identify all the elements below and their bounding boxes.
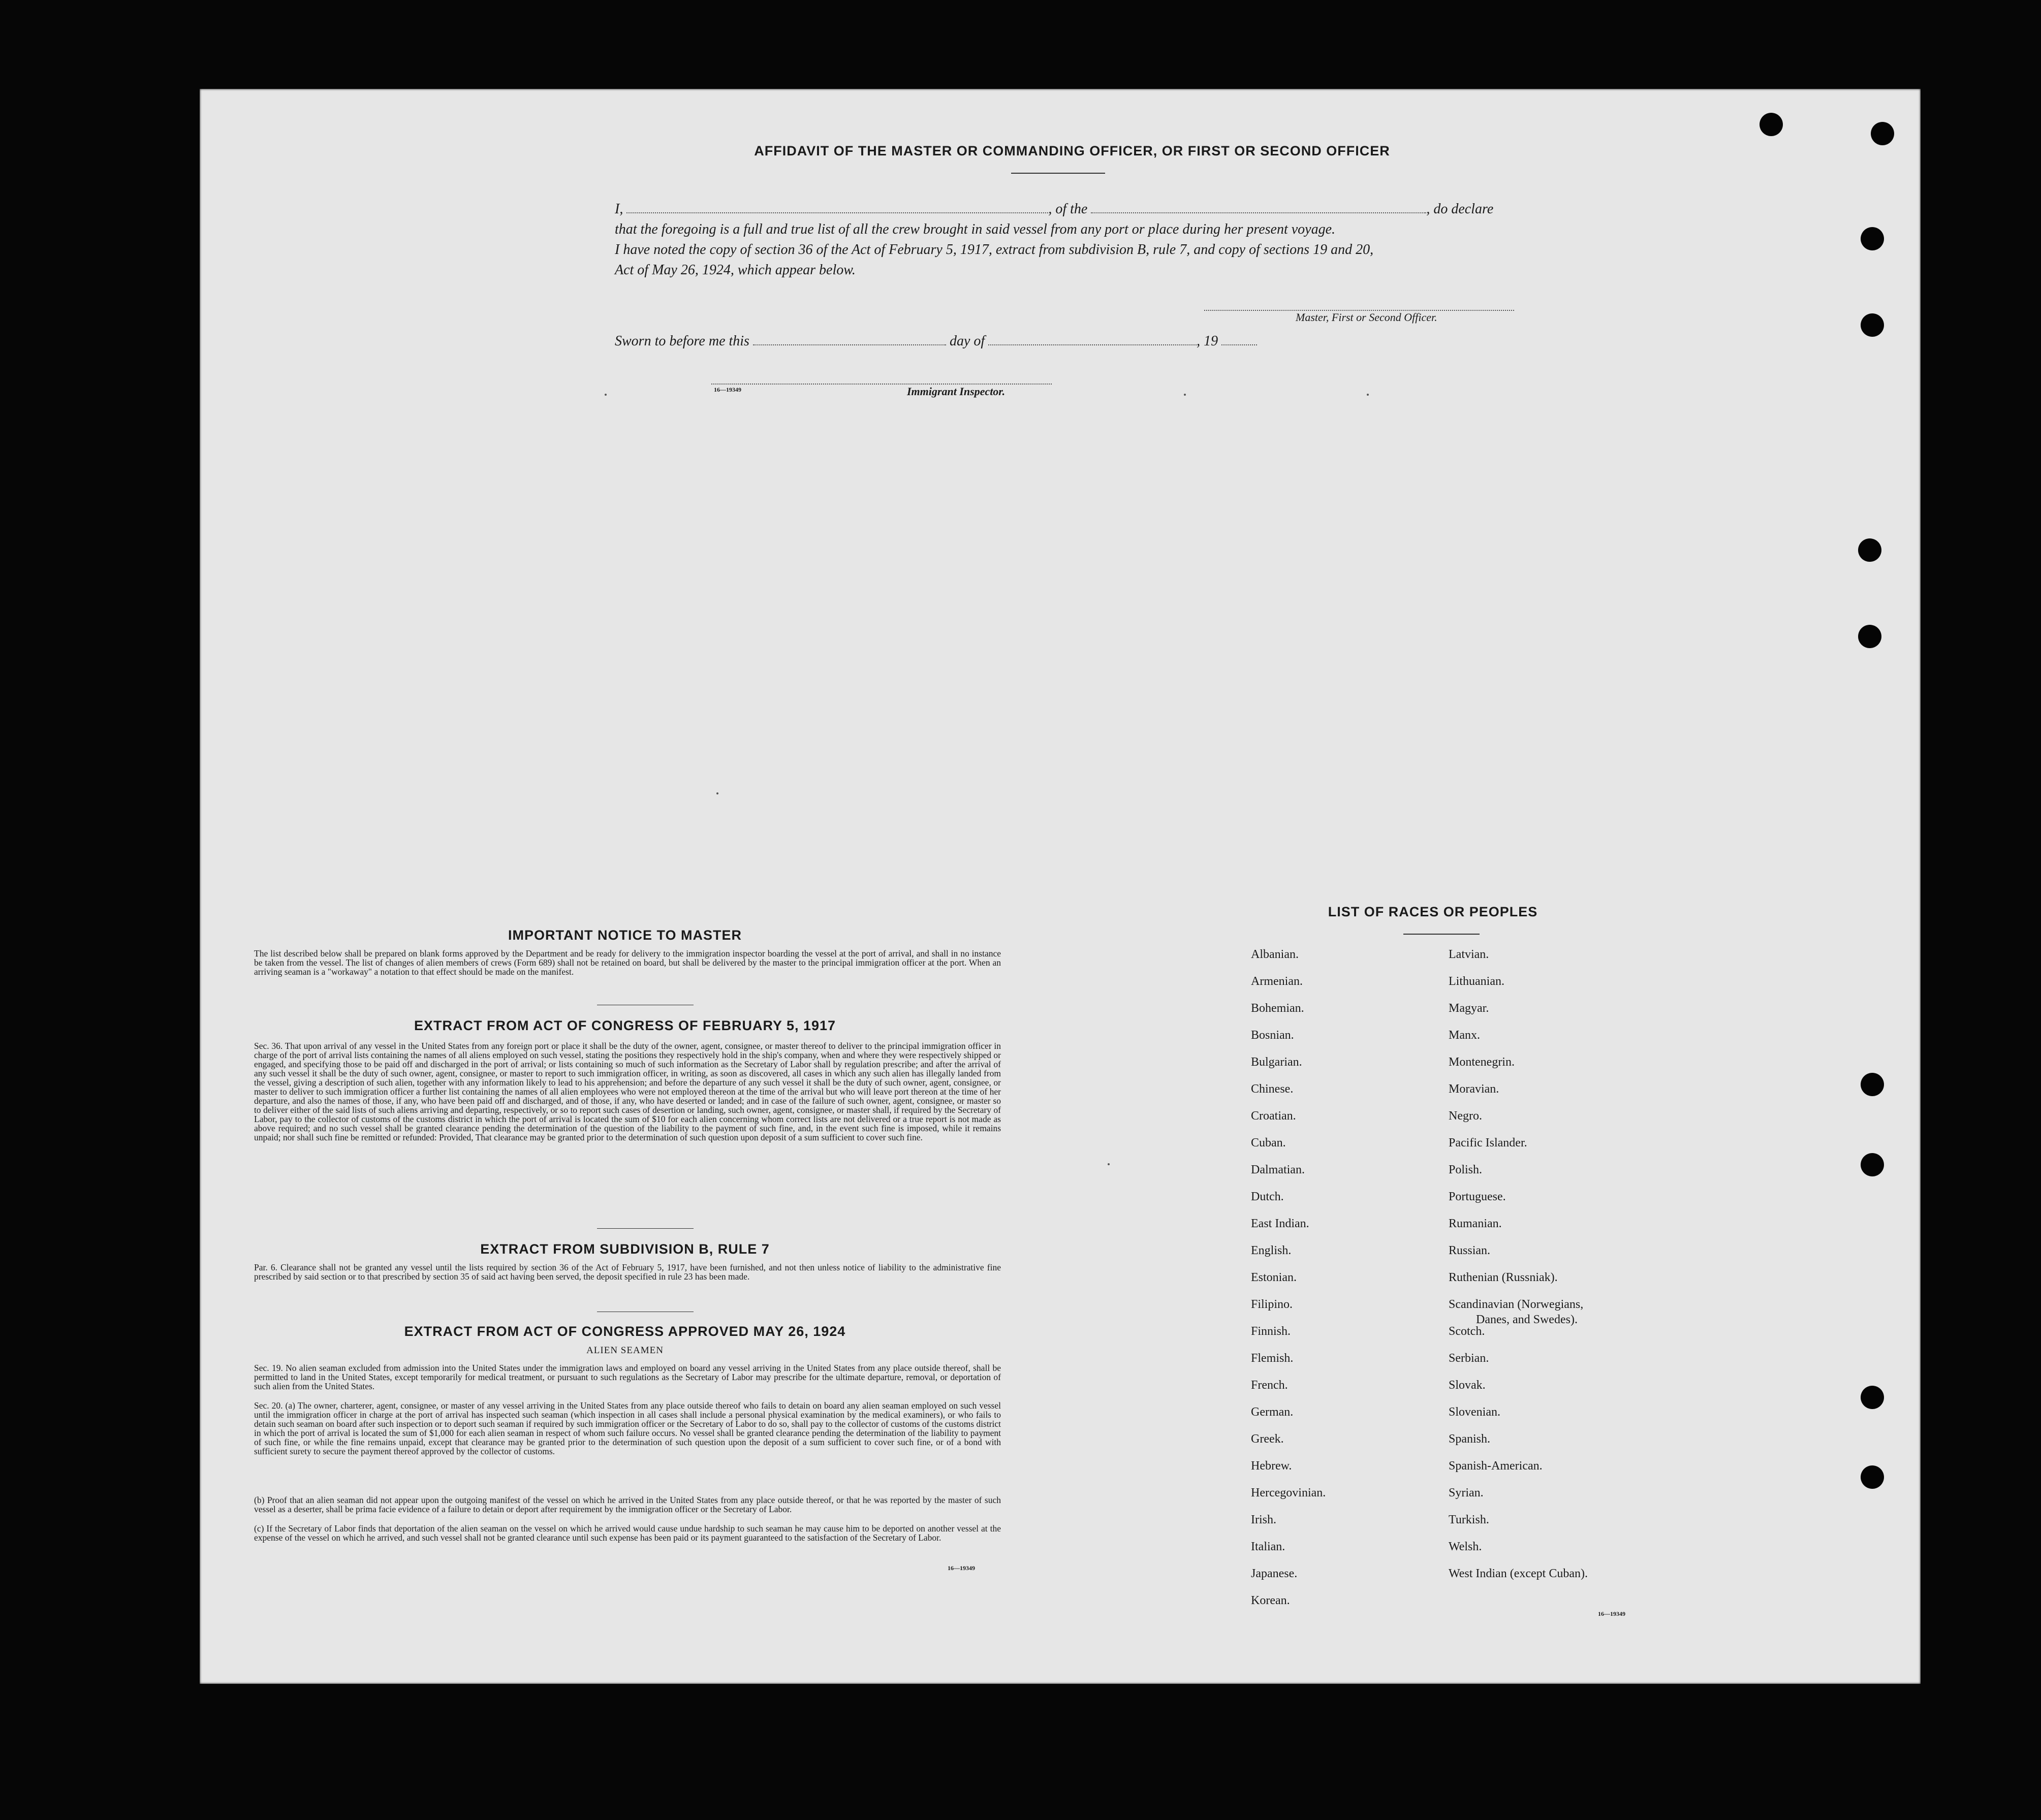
form-number: 16—19349 (1598, 1610, 1625, 1617)
year-label: , 19 (1197, 333, 1218, 349)
form-number: 16—19349 (714, 386, 741, 393)
race-item: English. (1251, 1244, 1292, 1257)
race-item: Moravian. (1449, 1082, 1499, 1096)
race-item: Spanish. (1449, 1432, 1491, 1446)
vessel-name-field[interactable] (1091, 202, 1426, 213)
do-declare-label: , do declare (1426, 201, 1494, 217)
officer-signature-label: Master, First or Second Officer. (1296, 311, 1437, 324)
sec20c-text: (c) If the Secretary of Labor finds that deportation of the alien seaman on the vessel on which he arrived would cause undue hardship to such seaman he may cause him to be deported on another vessel at the expense of the vessel on which he arrived, and such vessel shall not be granted clearance until such expense has been paid or its payment guaranteed to the satisfaction of the Secretary of Labor. (254, 1523, 1001, 1543)
inspector-label: Immigrant Inspector. (907, 385, 1006, 398)
extract-1924-heading: EXTRACT FROM ACT OF CONGRESS APPROVED MAY 26, 1924 (404, 1324, 846, 1339)
race-item: Croatian. (1251, 1109, 1296, 1123)
race-item: Pacific Islander. (1449, 1136, 1527, 1150)
speck (1367, 394, 1369, 396)
extract-1917-text: Sec. 36. That upon arrival of any vessel in the United States from any foreign port or place it shall be the duty of the owner, agent, consignee, or master thereof to deliver to the principal immigration officer in charge of the port of arrival lists containing the names of all aliens employed on such vessel, stating the positions they respectively hold in the ship's company, when and where they were respectively shipped or engaged, and specifying those to be paid off and discharged in the port of arrival; or lists containing so much of such information as the Secretary of Labor shall by regulation prescribe; and after the arrival of any such vessel it shall be the duty of such owner, agent, consignee, or master to report to such immigration officer, in writing, as soon as discovered, all cases in which any such alien has illegally landed from the vessel, giving a description of such alien, together with any information likely to lead to his apprehension; and before the departure of any such vessel it shall be the duty of such owner, agent, consignee, or master to deliver to such immigration officer a further list containing the names of all alien employees who were not employed thereon at the time of the arrival but who will leave port thereon at the time of her departure, and also the names of those, if any, who have been paid off and discharged, and of those, if any, who have deserted or landed; and in case of the failure of such owner, agent, consignee, or master so to deliver either of the said lists of such aliens arriving and departing, respectively, or so to report such cases of desertion or landing, such owner, agent, consignee, or master shall, if required by the Secretary of Labor, pay to the collector of customs of the customs district in which the port of arrival is located the sum of $10 for each alien concerning whom correct lists are not delivered or a true report is not made as above required; and no such vessel shall be granted clearance pending the determination of the question of the liability to the payment of such fine, and, in the event such fine is imposed, while it remains unpaid; nor shall such fine be remitted or refunded: Provided, That clearance may be granted prior to the determination of such question upon deposit of a sum sufficient to cover such fine. (254, 1041, 1001, 1142)
notice-heading: IMPORTANT NOTICE TO MASTER (508, 928, 742, 943)
race-item: Montenegrin. (1449, 1056, 1515, 1069)
race-item: Japanese. (1251, 1567, 1298, 1580)
race-item: West Indian (except Cuban). (1449, 1567, 1588, 1580)
alien-seamen-subheading: ALIEN SEAMEN (586, 1345, 664, 1356)
race-item: Albanian. (1251, 948, 1299, 961)
race-item: Russian. (1449, 1244, 1491, 1257)
sworn-month-field[interactable] (988, 334, 1197, 345)
rule7-text: Par. 6. Clearance shall not be granted any vessel until the lists required by section 36 of the Act of February 5, 1917, have been furnished, and not then unless notice of liability to the administrative fine prescribed by said section or to that prescribed by section 35 of said act having been served, the deposit specified in rule 23 has been made. (254, 1262, 1001, 1282)
extract-1917-heading: EXTRACT FROM ACT OF CONGRESS OF FEBRUARY 5, 1917 (414, 1018, 836, 1033)
officer-signature-field[interactable] (1204, 300, 1514, 311)
of-the-label: , of the (1048, 201, 1088, 217)
race-item: Slovenian. (1449, 1406, 1500, 1419)
race-item: Cuban. (1251, 1136, 1286, 1150)
punch-hole (1760, 113, 1783, 136)
race-item: Filipino. (1251, 1298, 1293, 1311)
race-item: Hebrew. (1251, 1459, 1292, 1473)
race-item: East Indian. (1251, 1217, 1309, 1230)
notice-text: The list described below shall be prepared on blank forms approved by the Department and be ready for delivery to the immigration inspector boarding the vessel at the port of arrival, and shall in no instance be taken from the vessel. The list of changes of alien members of crews (Form 689) shall not be retained on board, but shall be delivered by the master to the principal immigration officer at the port. When an arriving seaman is a "workaway" a notation to that effect should be made on the manifest. (254, 948, 1001, 977)
sworn-year-field[interactable] (1221, 334, 1257, 345)
punch-hole (1861, 227, 1884, 250)
sworn-line (615, 331, 1534, 352)
races-heading-rule (1403, 934, 1480, 935)
race-item: Magyar. (1449, 1002, 1489, 1015)
sec19-text: Sec. 19. No alien seaman excluded from admission into the United States under the immigration laws and employed on board any vessel arriving in the United States from any place outside thereof, shall be permitted to land in the United States, except temporarily for medical treatment, or pursuant to such regulations as the Secretary of Labor may prescribe for the ultimate departure, removal, or deportation of such alien from the United States. (254, 1363, 1001, 1391)
race-item: Polish. (1449, 1163, 1483, 1176)
race-item: Estonian. (1251, 1271, 1297, 1284)
master-name-field[interactable] (626, 202, 1048, 213)
punch-hole (1858, 538, 1881, 562)
race-item: Rumanian. (1449, 1217, 1502, 1230)
race-item: Chinese. (1251, 1082, 1294, 1096)
punch-hole (1871, 122, 1894, 145)
race-item: Korean. (1251, 1594, 1290, 1607)
sworn-label: Sworn to before me this (615, 333, 749, 349)
affidavit-line-2: that the foregoing is a full and true list of all the crew brought in said vessel from any port or place during her present voyage. (615, 221, 1336, 237)
race-item: Bulgarian. (1251, 1056, 1302, 1069)
sec20a-text: Sec. 20. (a) The owner, charterer, agent, consignee, or master of any vessel arriving in the United States from any place outside thereof who fails to detain on board any alien seaman employed on such vessel until the immigration officer in charge at the port of arrival has inspected such seaman (which inspection in all cases shall include a personal physical examination by the medical examiners), or who fails to detain such seaman on board after such inspection or to deport such seaman if required by such immigration officer or the Secretary of Labor to do so, shall pay to the collector of customs of the customs district in which the port of arrival is located the sum of $1,000 for each alien seaman in respect of whom such failure occurs. No vessel shall be granted clearance pending the determination of the liability to payment of such fine, or while the fine remains unpaid, except that clearance may be granted prior to the determination of such question upon the deposit of a sum sufficient to cover such fine, or of a bond with sufficient surety to secure the payment thereof approved by the collector of customs. (254, 1400, 1001, 1456)
race-item: Serbian. (1449, 1352, 1489, 1365)
speck (605, 394, 607, 396)
race-item: Armenian. (1251, 975, 1303, 988)
affidavit-heading-rule (1011, 173, 1105, 174)
race-item: French. (1251, 1379, 1288, 1392)
form-number: 16—19349 (948, 1564, 975, 1572)
race-item: Dutch. (1251, 1190, 1284, 1203)
section-rule (597, 1228, 694, 1229)
affidavit-line-1 (615, 199, 1534, 219)
sworn-day-field[interactable] (753, 334, 946, 345)
inspector-signature-field[interactable] (711, 373, 1052, 385)
races-heading: LIST OF RACES OR PEOPLES (1328, 904, 1538, 919)
affidavit-line-4: Act of May 26, 1924, which appear below. (615, 262, 856, 278)
race-item: Flemish. (1251, 1352, 1294, 1365)
race-item: Negro. (1449, 1109, 1482, 1123)
race-item: Italian. (1251, 1540, 1285, 1553)
race-item: Portuguese. (1449, 1190, 1506, 1203)
punch-hole (1861, 313, 1884, 337)
race-item: Syrian. (1449, 1486, 1484, 1499)
punch-hole (1861, 1153, 1884, 1176)
punch-hole (1861, 1386, 1884, 1409)
race-item: Scandinavian (Norwegians, (1449, 1298, 1584, 1311)
race-item: Greek. (1251, 1432, 1284, 1446)
punch-hole (1861, 1073, 1884, 1096)
affidavit-heading: AFFIDAVIT OF THE MASTER OR COMMANDING OFFICER, OR FIRST OR SECOND OFFICER (754, 143, 1390, 158)
punch-hole (1861, 1465, 1884, 1489)
affidavit-line-3: I have noted the copy of section 36 of the Act of February 5, 1917, extract from subdivision B, rule 7, and copy of sections 19 and 20, (615, 242, 1374, 258)
race-item: Lithuanian. (1449, 975, 1504, 988)
race-item: Hercegovinian. (1251, 1486, 1326, 1499)
race-item: German. (1251, 1406, 1294, 1419)
sec20b-text: (b) Proof that an alien seaman did not appear upon the outgoing manifest of the vessel on which he arrived in the United States from any place outside thereof, or that he was reported by the master of such vessel as a deserter, shall be prima facie evidence of a failure to detain or deport after requirement by the immigration officer or the Secretary of Labor. (254, 1495, 1001, 1514)
speck (1184, 394, 1186, 396)
race-item: Irish. (1251, 1513, 1276, 1526)
day-of-label: day of (949, 333, 985, 349)
race-item: Welsh. (1449, 1540, 1482, 1553)
race-item: Turkish. (1449, 1513, 1489, 1526)
race-item: Slovak. (1449, 1379, 1486, 1392)
race-item: Finnish. (1251, 1325, 1291, 1338)
race-item: Latvian. (1449, 948, 1489, 961)
race-item: Manx. (1449, 1029, 1480, 1042)
race-item: Spanish-American. (1449, 1459, 1543, 1473)
race-item: Danes, and Swedes). (1476, 1313, 1578, 1326)
race-item: Bohemian. (1251, 1002, 1304, 1015)
race-item: Ruthenian (Russniak). (1449, 1271, 1558, 1284)
rule7-heading: EXTRACT FROM SUBDIVISION B, RULE 7 (480, 1241, 770, 1257)
race-item: Scotch. (1449, 1325, 1485, 1338)
race-item: Dalmatian. (1251, 1163, 1305, 1176)
i-label: I, (615, 201, 623, 217)
punch-hole (1858, 625, 1881, 648)
speck (716, 792, 718, 794)
speck (1108, 1163, 1110, 1165)
race-item: Bosnian. (1251, 1029, 1294, 1042)
